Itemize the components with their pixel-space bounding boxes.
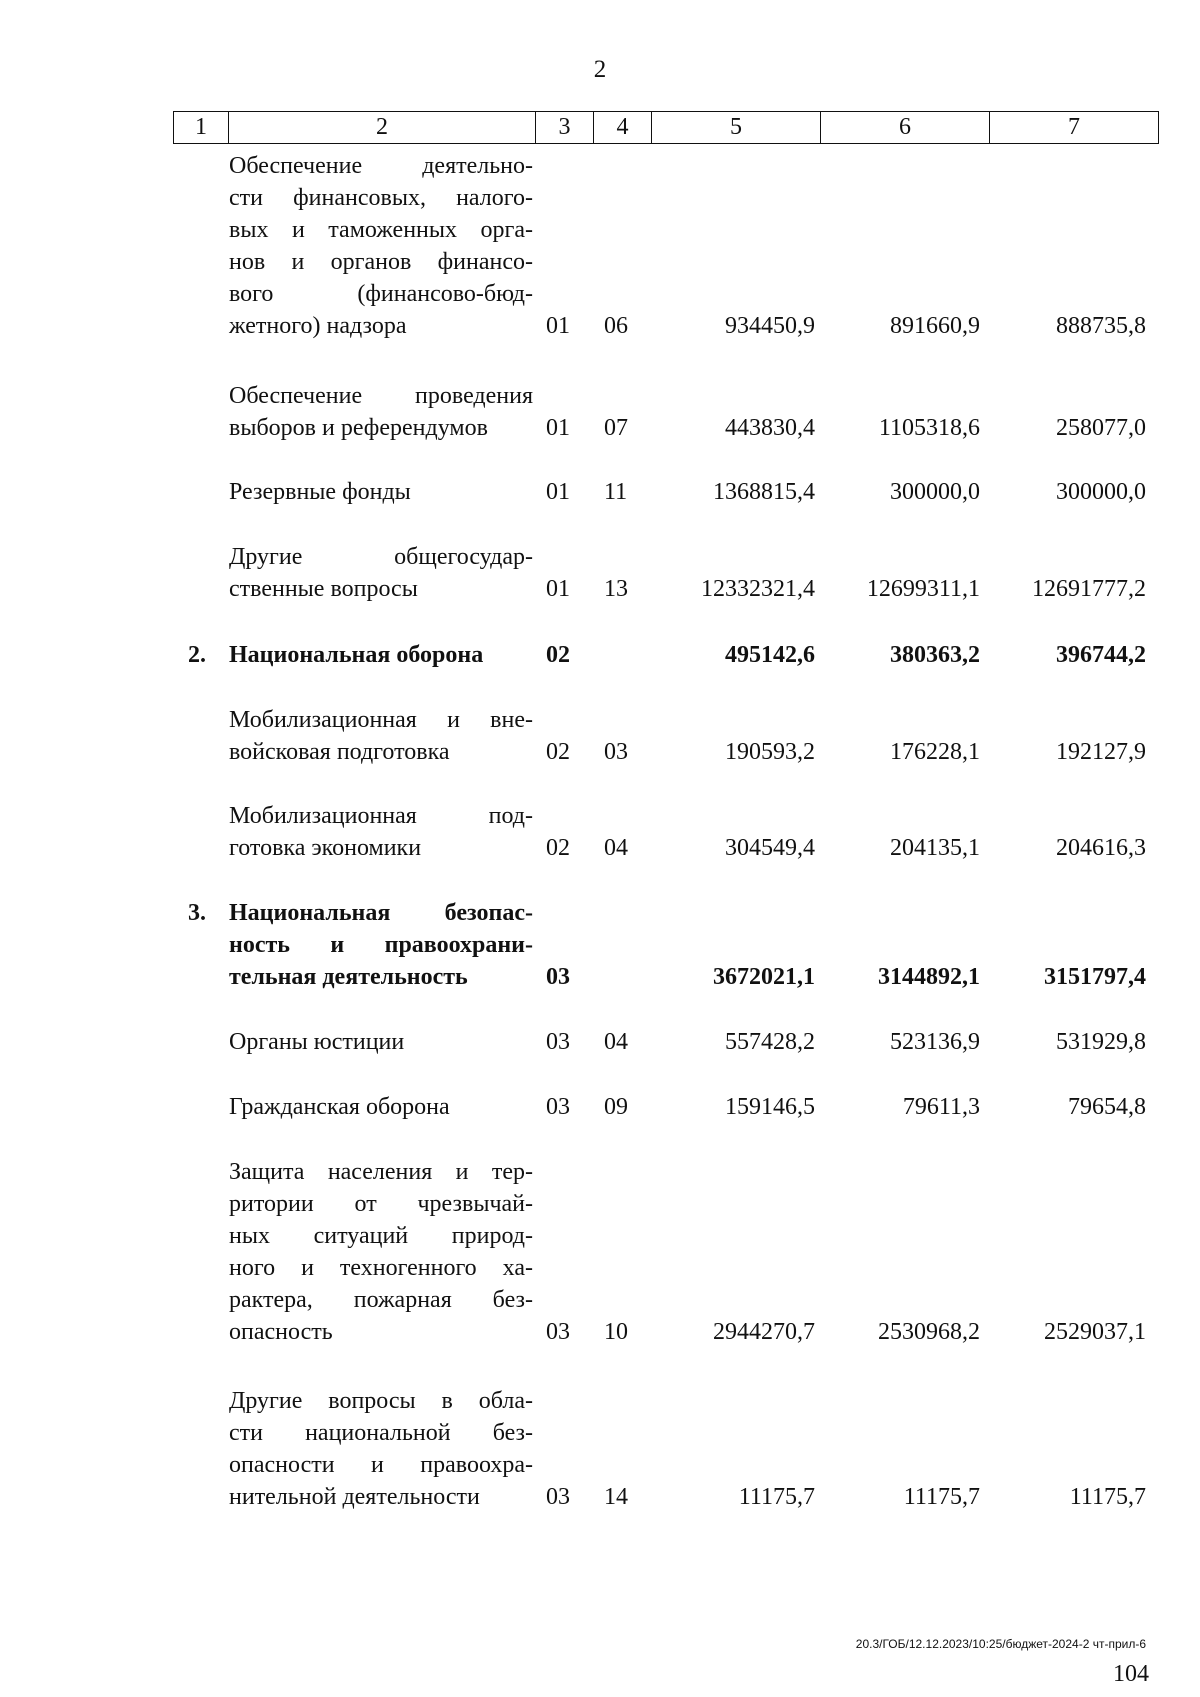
row-name-line: ность и правоохрани- — [229, 932, 533, 958]
header-col-5: 5 — [652, 112, 821, 144]
row-name-line: Национальная оборона — [229, 642, 484, 668]
row-value-col5: 3672021,1 — [713, 964, 815, 990]
row-value-col7: 192127,9 — [1056, 739, 1146, 765]
row-value-col5: 495142,6 — [725, 642, 815, 668]
row-subsection-code: 03 — [604, 739, 628, 765]
table-row — [0, 800, 1200, 864]
row-value-col7: 396744,2 — [1056, 642, 1146, 668]
row-value-col6: 1105318,6 — [878, 415, 980, 441]
row-value-col7: 204616,3 — [1056, 835, 1146, 861]
row-subsection-code: 14 — [604, 1484, 628, 1510]
row-name-line: Органы юстиции — [229, 1029, 405, 1055]
row-section-code: 03 — [546, 964, 570, 990]
table-row — [0, 1156, 1200, 1348]
row-value-col7: 888735,8 — [1056, 313, 1146, 339]
row-name-line: ственные вопросы — [229, 576, 418, 602]
row-section-code: 03 — [546, 1094, 570, 1120]
header-col-3: 3 — [536, 112, 594, 144]
row-name — [229, 150, 533, 342]
row-name — [229, 1026, 533, 1058]
row-section-number: 3. — [188, 900, 206, 926]
row-name-line: Мобилизационная под- — [229, 803, 533, 829]
row-value-col6: 11175,7 — [903, 1484, 980, 1510]
row-name — [229, 639, 533, 671]
row-value-col5: 443830,4 — [725, 415, 815, 441]
row-name — [229, 1156, 533, 1348]
row-value-col6: 523136,9 — [890, 1029, 980, 1055]
document-code: 20.3/ГОБ/12.12.2023/10:25/бюджет-2024-2 чт-прил-6 — [855, 1637, 1146, 1651]
row-section-number: 2. — [188, 642, 206, 668]
row-name-line: ного и техногенного ха- — [229, 1255, 533, 1281]
row-section-code: 02 — [546, 642, 570, 668]
row-name-line: тельная деятельность — [229, 964, 468, 990]
row-section-code: 03 — [546, 1484, 570, 1510]
row-subsection-code: 09 — [604, 1094, 628, 1120]
row-value-col5: 12332321,4 — [701, 576, 815, 602]
header-col-1: 1 — [174, 112, 229, 144]
row-name-line: Обеспечение проведения — [229, 383, 533, 409]
row-value-col7: 300000,0 — [1056, 479, 1146, 505]
row-section-code: 01 — [546, 479, 570, 505]
row-subsection-code: 07 — [604, 415, 628, 441]
row-name-line: вого (финансово-бюд- — [229, 281, 533, 307]
row-name-line: ритории от чрезвычай- — [229, 1191, 533, 1217]
table-row — [0, 1091, 1200, 1123]
row-value-col5: 2944270,7 — [713, 1319, 815, 1345]
row-value-col5: 934450,9 — [725, 313, 815, 339]
row-value-col5: 190593,2 — [725, 739, 815, 765]
row-value-col6: 300000,0 — [890, 479, 980, 505]
row-subsection-code: 04 — [604, 835, 628, 861]
row-name — [229, 476, 533, 508]
table-row — [0, 1026, 1200, 1058]
row-value-col5: 159146,5 — [725, 1094, 815, 1120]
row-value-col5: 304549,4 — [725, 835, 815, 861]
row-name-line: опасность — [229, 1319, 333, 1345]
row-name-line: нительной деятельности — [229, 1484, 480, 1510]
row-name-line: Обеспечение деятельно- — [229, 153, 533, 179]
table-row — [0, 380, 1200, 444]
row-value-col5: 557428,2 — [725, 1029, 815, 1055]
column-number-header — [173, 111, 1159, 144]
table-row — [0, 639, 1200, 671]
header-col-6: 6 — [821, 112, 990, 144]
row-name-line: готовка экономики — [229, 835, 422, 861]
row-value-col6: 380363,2 — [890, 642, 980, 668]
row-value-col7: 11175,7 — [1069, 1484, 1146, 1510]
page-number-top: 2 — [593, 56, 607, 83]
row-name-line: ных ситуаций природ- — [229, 1223, 533, 1249]
row-value-col6: 204135,1 — [890, 835, 980, 861]
table-row — [0, 541, 1200, 605]
row-name-line: Гражданская оборона — [229, 1094, 450, 1120]
row-name-line: опасности и правоохра- — [229, 1452, 533, 1478]
row-value-col7: 3151797,4 — [1044, 964, 1146, 990]
header-col-4: 4 — [594, 112, 652, 144]
row-name-line: Другие общегосудар- — [229, 544, 533, 570]
row-value-col5: 1368815,4 — [713, 479, 815, 505]
row-subsection-code: 04 — [604, 1029, 628, 1055]
row-value-col6: 176228,1 — [890, 739, 980, 765]
row-name — [229, 704, 533, 768]
row-name-line: жетного) надзора — [229, 313, 407, 339]
row-section-code: 01 — [546, 415, 570, 441]
header-col-7: 7 — [990, 112, 1159, 144]
row-section-code: 02 — [546, 739, 570, 765]
table-row — [0, 150, 1200, 342]
row-name — [229, 800, 533, 864]
row-value-col6: 79611,3 — [902, 1094, 980, 1120]
row-name-line: Мобилизационная и вне- — [229, 707, 533, 733]
row-name-line: Национальная безопас- — [229, 900, 533, 926]
row-name-line: Другие вопросы в обла- — [229, 1388, 533, 1414]
row-name-line: рактера, пожарная без- — [229, 1287, 533, 1313]
row-section-code: 03 — [546, 1319, 570, 1345]
row-name-line: войсковая подготовка — [229, 739, 450, 765]
row-value-col7: 258077,0 — [1056, 415, 1146, 441]
row-name-line: нов и органов финансо- — [229, 249, 533, 275]
row-name — [229, 541, 533, 605]
header-col-2: 2 — [229, 112, 536, 144]
table-row — [0, 704, 1200, 768]
row-value-col6: 3144892,1 — [878, 964, 980, 990]
row-name-line: сти финансовых, налого- — [229, 185, 533, 211]
row-value-col6: 2530968,2 — [878, 1319, 980, 1345]
row-section-code: 01 — [546, 313, 570, 339]
table-row — [0, 897, 1200, 993]
row-subsection-code: 13 — [604, 576, 628, 602]
row-name-line: Защита населения и тер- — [229, 1159, 533, 1185]
row-name-line: вых и таможенных орга- — [229, 217, 533, 243]
row-value-col7: 12691777,2 — [1032, 576, 1146, 602]
row-name — [229, 1091, 533, 1123]
row-value-col7: 531929,8 — [1056, 1029, 1146, 1055]
row-name — [229, 1385, 533, 1513]
row-name-line: выборов и референдумов — [229, 415, 488, 441]
row-section-code: 01 — [546, 576, 570, 602]
row-subsection-code: 11 — [604, 479, 628, 505]
row-subsection-code: 06 — [604, 313, 628, 339]
row-value-col6: 12699311,1 — [866, 576, 980, 602]
row-section-code: 03 — [546, 1029, 570, 1055]
row-name — [229, 897, 533, 993]
row-value-col6: 891660,9 — [890, 313, 980, 339]
row-value-col7: 79654,8 — [1068, 1094, 1146, 1120]
row-subsection-code: 10 — [604, 1319, 628, 1345]
table-row — [0, 476, 1200, 508]
row-name-line: Резервные фонды — [229, 479, 411, 505]
row-name-line: сти национальной без- — [229, 1420, 533, 1446]
row-section-code: 02 — [546, 835, 570, 861]
row-name — [229, 380, 533, 444]
row-value-col5: 11175,7 — [738, 1484, 815, 1510]
row-value-col7: 2529037,1 — [1044, 1319, 1146, 1345]
page-number-bottom: 104 — [1113, 1661, 1149, 1687]
table-row — [0, 1385, 1200, 1513]
